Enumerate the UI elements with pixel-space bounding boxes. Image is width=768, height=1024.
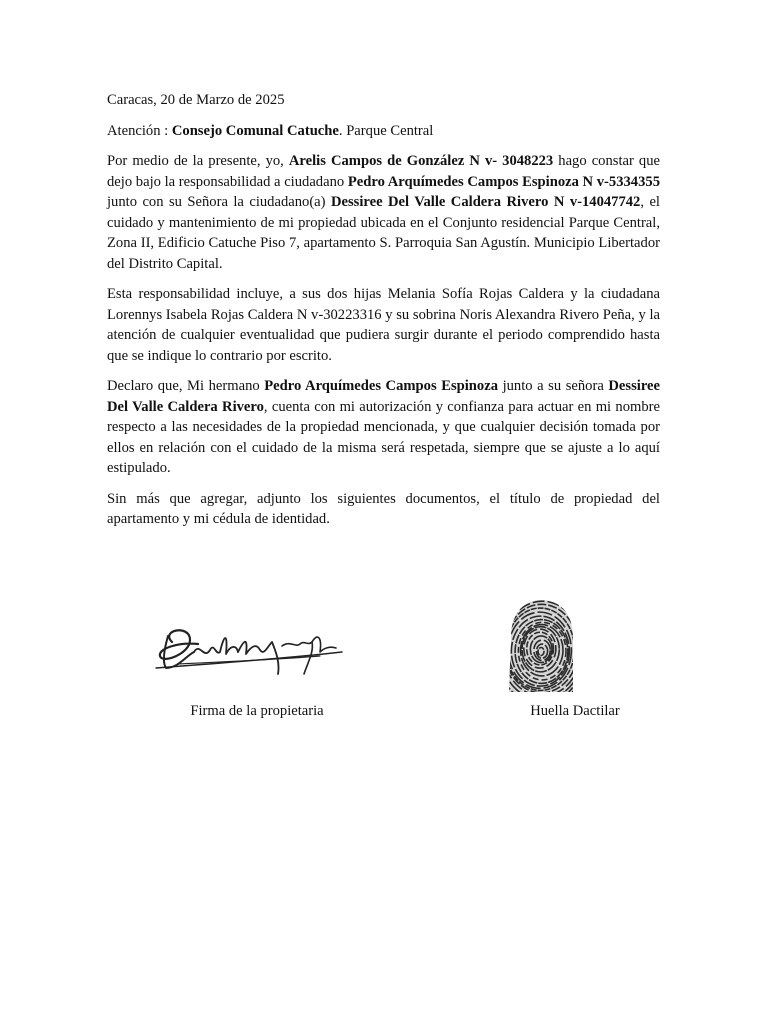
paragraph-1-text-a: Por medio de la presente, yo, <box>107 153 289 169</box>
signature-caption: Firma de la propietaria <box>190 703 324 719</box>
attention-location: . Parque Central <box>338 122 434 139</box>
spouse-name: Dessiree Del Valle Caldera Rivero N v-14047742 <box>330 194 641 210</box>
letter-body <box>107 90 660 540</box>
paragraph-4: Sin más que agregar, adjunto los siguientes documentos, el título de propiedad del apartamento y mi cédula de identidad. <box>107 490 660 527</box>
signature-drawing <box>120 612 370 687</box>
paragraph-3-text-c: , cuenta con mi autorización y confianza para actuar en mi nombre respecto a las necesidades de la propiedad mencionada, y que cualquier decisión tomada por ellos en relación con el cuidado de la misma será respetada, siempre que se ajuste a lo aquí estipulado. <box>107 398 660 476</box>
attention-label: Atención : <box>107 122 172 139</box>
signature-image <box>120 612 370 687</box>
fingerprint-caption: Huella Dactilar <box>530 703 620 719</box>
paragraph-1-text-b: hago constar que dejo bajo la responsabilidad a ciudadano <box>107 153 660 190</box>
paragraph-1-text-d: , el cuidado y mantenimiento de mi propiedad ubicada en el Conjunto residencial Parque Central, Zona II, Edificio Catuche Piso 7, apartamento S. Parroquia San Agustín. Municipio Libertador del Distrito Capital. <box>107 194 660 272</box>
spouse-name-2: Dessiree Del Valle Caldera Rivero <box>107 378 660 415</box>
paragraph-3-text-b: junto a su señora <box>498 378 609 394</box>
fingerprint-image <box>505 598 577 694</box>
attention-line <box>107 121 660 142</box>
attention-recipient: Consejo Comunal Catuche <box>171 122 339 139</box>
fingerprint-ridges <box>505 598 577 694</box>
owner-name: Arelis Campos de González N v- 3048223 <box>288 153 554 169</box>
signature-strokes <box>156 630 342 674</box>
paragraph-1-text-c: junto con su Señora la ciudadano(a) <box>107 194 331 210</box>
paragraph-3-text-a: Declaro que, Mi hermano <box>107 378 265 394</box>
fingerprint-drawing <box>505 598 577 694</box>
brother-name: Pedro Arquímedes Campos Espinoza N v-5334355 <box>347 173 660 190</box>
place-date: Caracas, 20 de Marzo de 2025 <box>107 92 285 108</box>
brother-name-2: Pedro Arquímedes Campos Espinoza <box>264 378 498 394</box>
paragraph-3 <box>107 376 660 479</box>
paragraph-2: Esta responsabilidad incluye, a sus dos hijas Melania Sofía Rojas Caldera y la ciudadana Lorennys Isabela Rojas Caldera N v-30223316 y su sobrina Noris Alexandra Rivero Peña, y la atención de cualquier eventualidad que pudiera surgir durante el periodo comprendido hasta que se indique lo contrario por escrito. <box>107 286 660 364</box>
paragraph-1 <box>107 151 660 274</box>
